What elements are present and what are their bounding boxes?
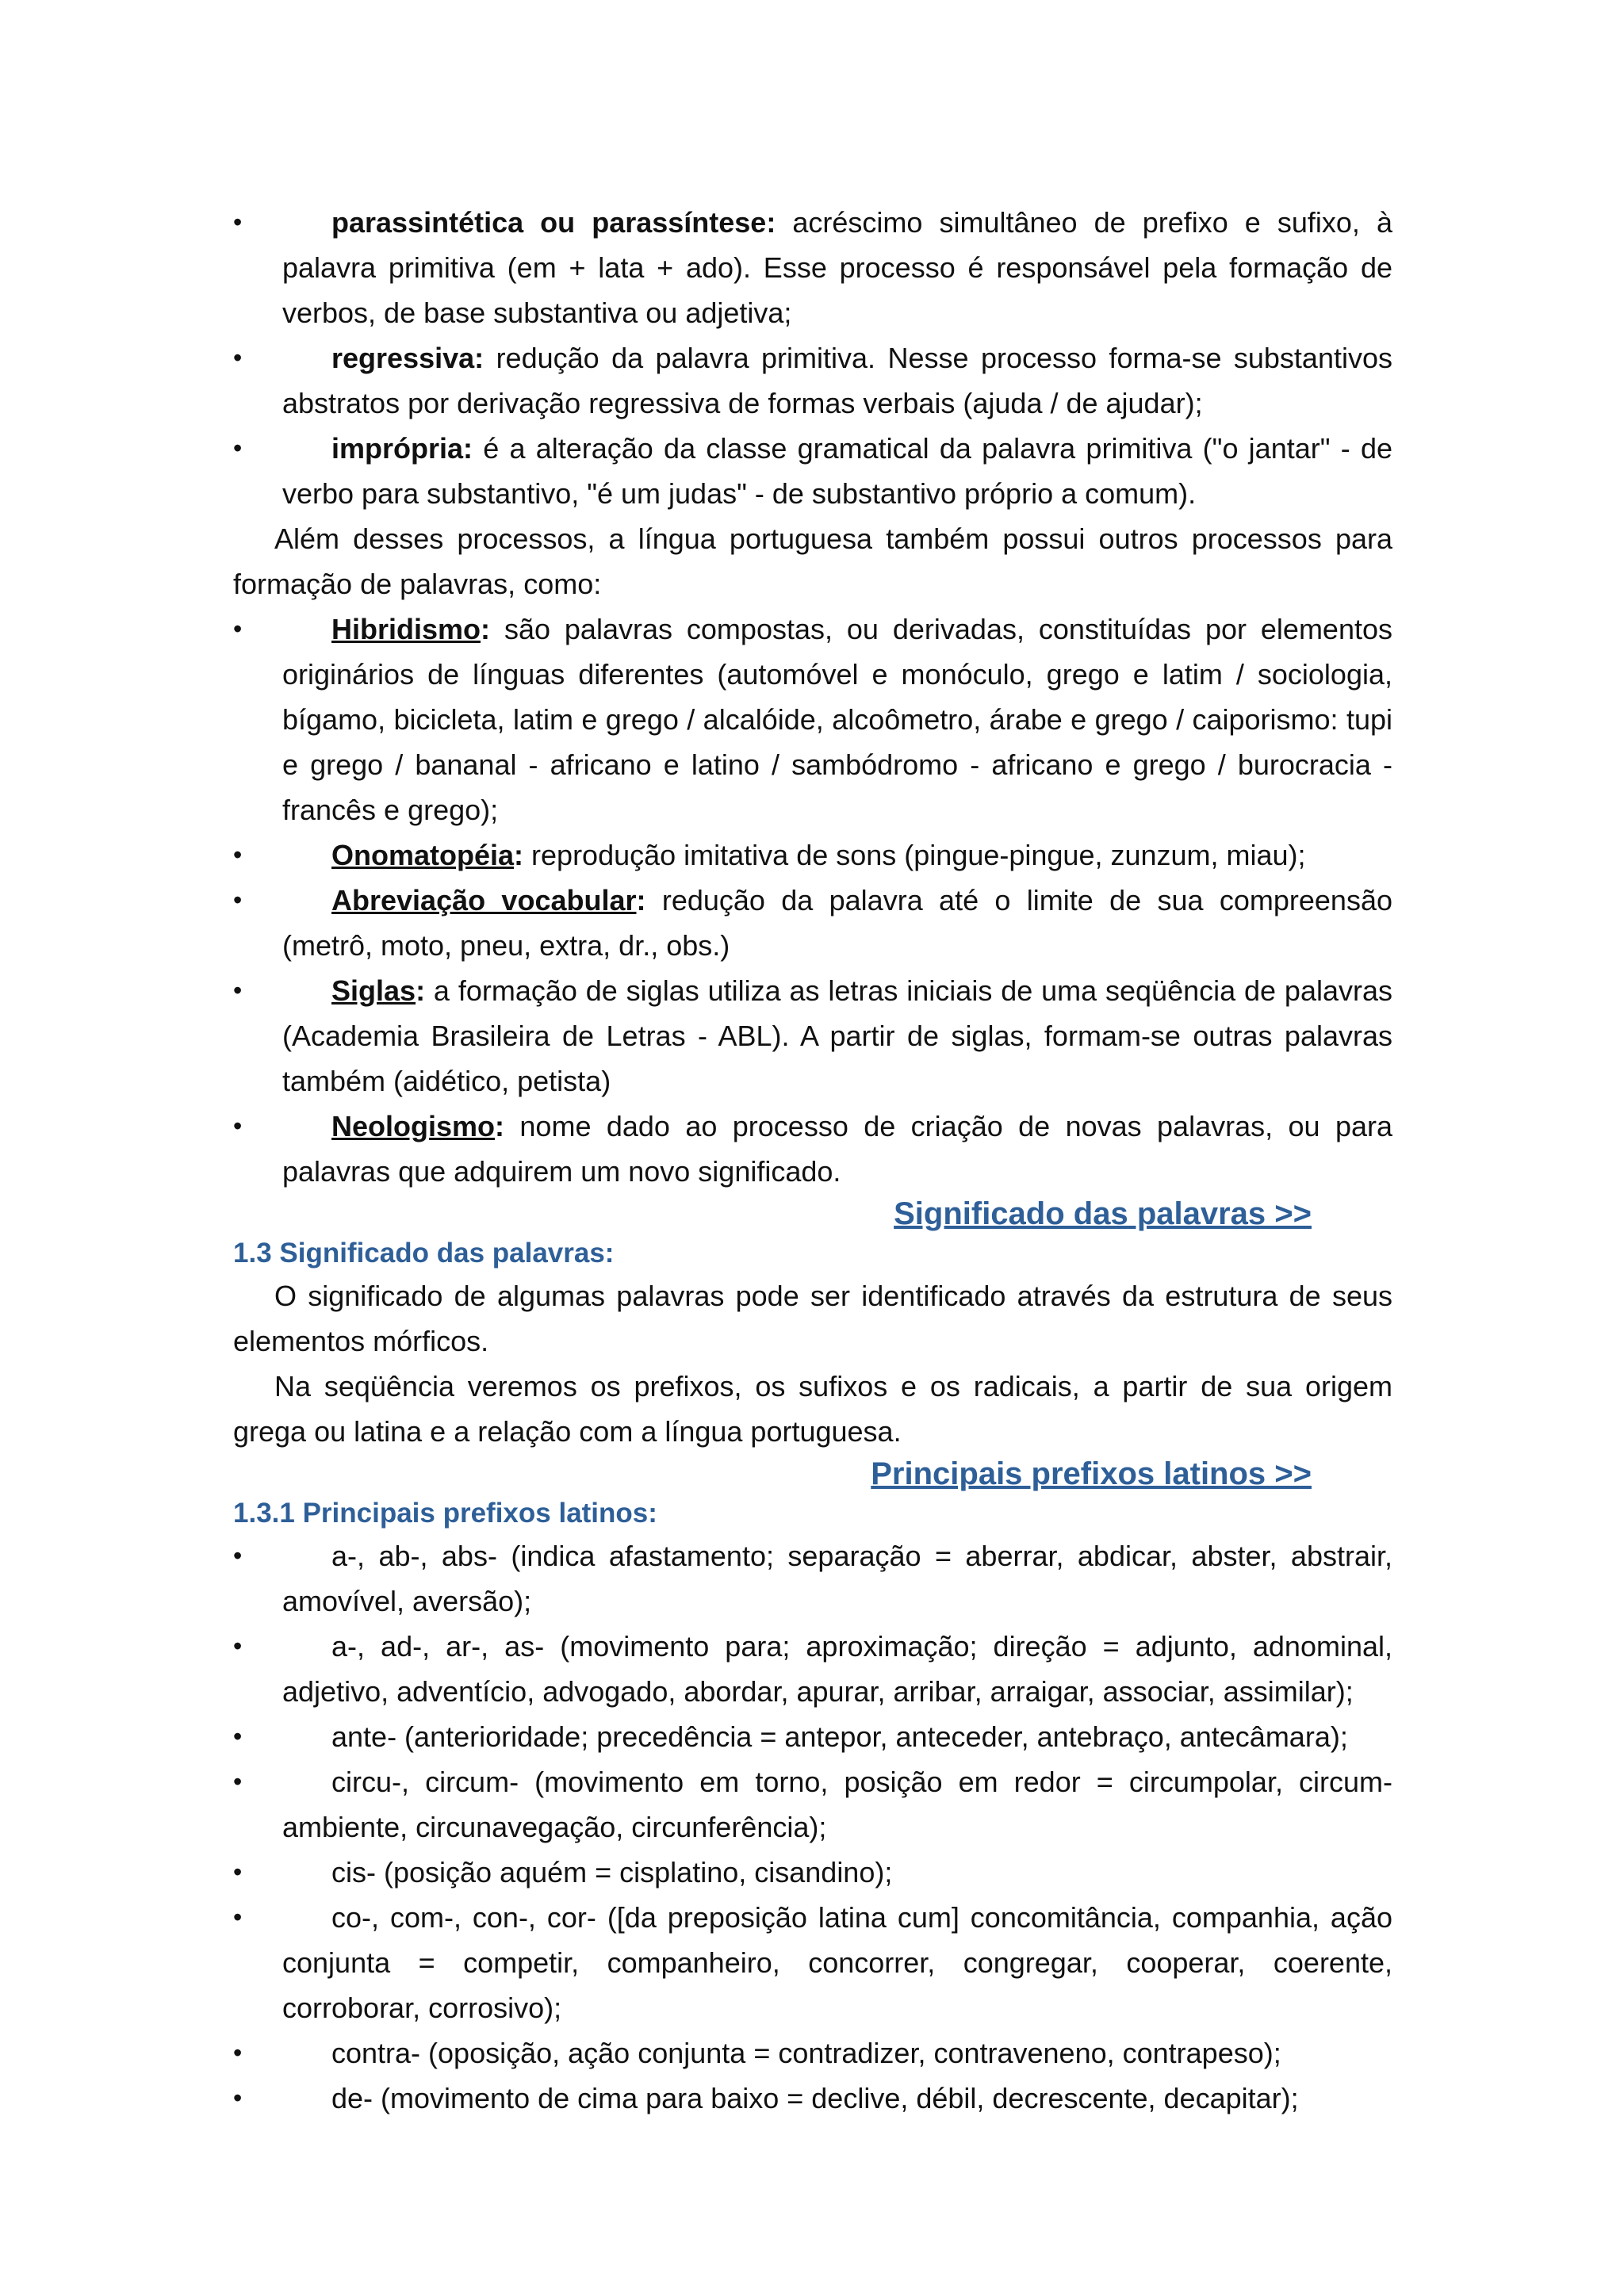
list-item <box>233 1714 1392 1759</box>
section-heading: 1.3.1 Principais prefixos latinos: <box>233 1498 657 1529</box>
list-item <box>233 2076 1392 2121</box>
list-item <box>233 2030 1392 2076</box>
list-item-text: de- (movimento de cima para baixo = declive, débil, decrescente, decapitar); <box>331 2082 1299 2114</box>
paragraph: O significado de algumas palavras pode ser identificado através da estrutura de seus elementos mórficos. <box>233 1280 1392 1357</box>
list-item-text: acréscimo simultâneo de prefixo e sufixo, à palavra primitiva (em + lata + ado). Esse processo é responsável pela formação de verbos, de base substantiva ou adjetiva; <box>282 206 1392 329</box>
term-colon: : <box>495 1110 505 1142</box>
list-item-text: a-, ab-, abs- (indica afastamento; separação = aberrar, abdicar, abster, abstrair, amovível, aversão); <box>282 1540 1392 1617</box>
list-item-term: Hibridismo <box>331 613 481 645</box>
list-item <box>233 426 1392 516</box>
list-item-text: co-, com-, con-, cor- ([da preposição latina cum] concomitância, companhia, ação conjunta = competir, companheiro, concorrer, congregar, cooperar, coerente, corroborar, corrosivo); <box>282 1901 1392 2024</box>
list-item-text: contra- (oposição, ação conjunta = contradizer, contraveneno, contrapeso); <box>331 2037 1281 2069</box>
list-item-term: parassintética ou parassíntese: <box>331 206 776 239</box>
list-item-term: Abreviação vocabular <box>331 884 637 916</box>
list-item-text: ante- (anterioridade; precedência = antepor, anteceder, antebraço, antecâmara); <box>331 1720 1348 1753</box>
list-item-text: cis- (posição aquém = cisplatino, cisandino); <box>331 1856 893 1888</box>
list-item-text: é a alteração da classe gramatical da palavra primitiva ("o jantar" - de verbo para substantivo, "é um judas" - de substantivo próprio a comum). <box>282 432 1392 510</box>
list-item <box>233 1850 1392 1895</box>
term-colon: : <box>636 884 646 916</box>
list-item <box>233 968 1392 1104</box>
list-item <box>233 335 1392 426</box>
list-item-text: circu-, circum- (movimento em torno, posição em redor = circumpolar, circum-ambiente, circunavegação, circunferência); <box>282 1766 1392 1843</box>
list-item <box>233 1533 1392 1624</box>
term-colon: : <box>514 839 524 871</box>
list-item <box>233 1624 1392 1714</box>
list-item-term: imprópria: <box>331 432 473 465</box>
list-item <box>233 1895 1392 2030</box>
list-item-text: a-, ad-, ar-, as- (movimento para; aproximação; direção = adjunto, adnominal, adjetivo, adventício, advogado, abordar, apurar, arribar, arraigar, associar, assimilar); <box>282 1630 1392 1708</box>
list-item-text: são palavras compostas, ou derivadas, constituídas por elementos originários de línguas diferentes (automóvel e monóculo, grego e latim / sociologia, bígamo, bicicleta, latim e grego / alcalóide, alcoômetro, árabe e grego / caiporismo: tupi e grego / bananal - africano e latino / sambódromo - africano e grego / burocracia - francês e grego); <box>282 613 1392 826</box>
list-item-text: nome dado ao processo de criação de novas palavras, ou para palavras que adquirem um novo significado. <box>282 1110 1392 1188</box>
list-item-text: redução da palavra primitiva. Nesse processo forma-se substantivos abstratos por derivação regressiva de formas verbais (ajuda / de ajudar); <box>282 342 1392 419</box>
paragraph: Além desses processos, a língua portuguesa também possui outros processos para formação de palavras, como: <box>233 522 1392 600</box>
list-item-text: a formação de siglas utiliza as letras iniciais de uma seqüência de palavras (Academia Brasileira de Letras - ABL). A partir de siglas, formam-se outras palavras também (aidético, petista) <box>282 974 1392 1097</box>
list-item <box>233 200 1392 335</box>
list-item-term: regressiva: <box>331 342 485 374</box>
list-item <box>233 1759 1392 1850</box>
paragraph: Na seqüência veremos os prefixos, os sufixos e os radicais, a partir de sua origem grega ou latina e a relação com a língua portuguesa. <box>233 1370 1392 1448</box>
list-item <box>233 832 1392 878</box>
term-colon: : <box>416 974 426 1007</box>
list-item-text: redução da palavra até o limite de sua compreensão (metrô, moto, pneu, extra, dr., obs.) <box>282 884 1392 962</box>
section-link[interactable]: Principais prefixos latinos >> <box>871 1456 1312 1491</box>
list-item <box>233 878 1392 968</box>
section-heading: 1.3 Significado das palavras: <box>233 1238 615 1269</box>
list-item <box>233 1104 1392 1194</box>
list-item-text: reprodução imitativa de sons (pingue-pingue, zunzum, miau); <box>523 839 1306 871</box>
list-item-term: Siglas <box>331 974 416 1007</box>
section-link[interactable]: Significado das palavras >> <box>894 1196 1312 1231</box>
list-item-term: Neologismo <box>331 1110 496 1142</box>
term-colon: : <box>481 613 491 645</box>
list-item <box>233 607 1392 832</box>
document-body <box>233 200 1392 2121</box>
list-item-term: Onomatopéia <box>331 839 515 871</box>
